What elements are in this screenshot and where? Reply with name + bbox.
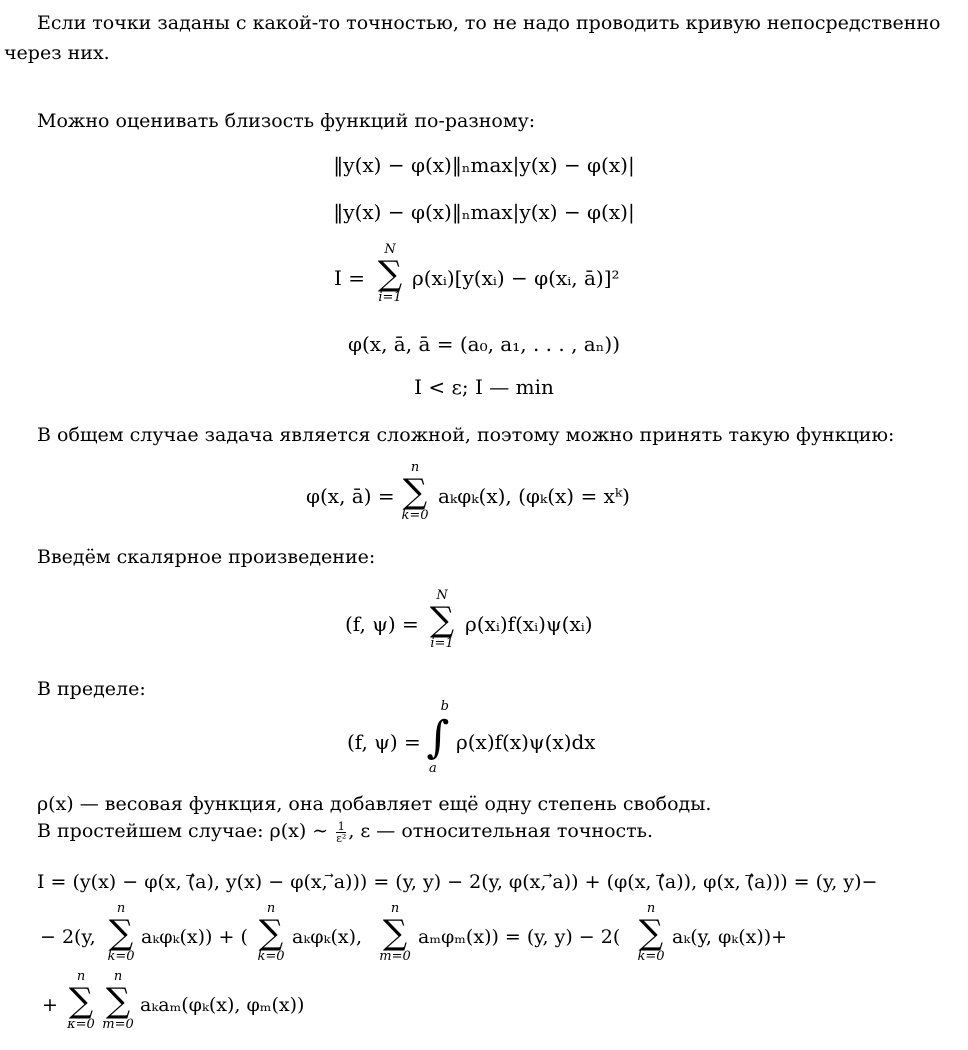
phi-sum-lower-limit: k=0 [401,508,429,523]
sum-upper-limit: n [390,901,400,916]
sigma-icon: ∑ [382,913,408,953]
fraction-numerator: 1 [337,819,345,833]
fraction-denominator: ε² [336,831,347,845]
sum-upper-limit: n [113,969,123,984]
expansion-row-3-a: + [42,994,58,1016]
integral-upper-limit: b [440,699,449,714]
expansion-row-2-a: − 2(y, [40,926,96,948]
norm-formula-2-text: ‖y(x) − φ(x)‖ₙmax|y(x) − φ(x)| [333,200,635,224]
sigma-icon: ∑ [68,981,94,1021]
sigma-icon: ∑ [105,981,131,1021]
paragraph-6-line-2-b: , ε — относительная точность. [348,820,654,842]
expansion-row-2-e: aₖ(y, φₖ(x))+ [672,926,788,948]
paragraph-1-line-2: через них. [4,42,110,64]
phi-sum-sigma [395,461,435,523]
phi-definition [0,332,968,356]
sum-lower-limit: m=0 [102,1017,134,1032]
expansion-row-2-sum-3 [375,902,415,964]
i-formula-sum [370,243,410,305]
sigma-icon: ∑ [638,913,664,953]
sum-upper-limit: n [646,901,656,916]
i-sum-lower-limit: i=1 [378,290,402,305]
norm-formula-1 [0,153,968,177]
sum-upper-limit: n [266,901,276,916]
integral-sign [425,700,451,776]
expansion-row-3-b: aₖaₘ(φₖ(x), φₘ(x)) [140,994,305,1016]
dot-sum-upper-limit: N [436,588,448,603]
sigma-icon: ∑ [108,913,134,953]
phi-sum-upper-limit: n [410,460,420,475]
condition [0,375,968,399]
paragraph-3: В общем случае задача является сложной, поэтому можно принять такую функцию: [37,424,895,446]
sum-upper-limit: n [76,969,86,984]
sigma-icon: ∑ [258,913,284,953]
dot-sum-sigma [422,589,462,651]
fraction [336,821,346,844]
integral-lower-limit: a [429,761,437,776]
expansion-row-1: I = (y(x) − φ(x, (⃗a), y(x) − φ(x, ⃗a))) = (y, y) − 2(y, φ(x, ⃗a)) + (φ(x, (⃗a)), φ(x, (⃗a))) = (y, y)− [37,871,878,893]
integral-icon: ∫ [426,712,450,763]
phi-sum-left: φ(x, ā) = [306,484,395,508]
paragraph-6-line-2-a: В простейшем случае: ρ(x) ∼ [37,820,335,842]
expansion-row-3-sum-2 [98,970,138,1032]
sum-lower-limit: k=0 [107,949,135,964]
sum-upper-limit: n [116,901,126,916]
expansion-row-2-sum-1 [102,902,140,964]
phi-definition-text: φ(x, ā, ā = (a₀, a₁, . . . , aₙ)) [348,332,620,356]
sum-lower-limit: k=0 [257,949,285,964]
i-formula-left: I = [334,266,366,290]
dot-sum-lower-limit: i=1 [430,636,454,651]
sum-lower-limit: m=0 [379,949,411,964]
dot-sum-left: (f, ψ) = [345,612,419,636]
expansion-row-2-sum-4 [632,902,670,964]
expansion-row-2-d: aₘφₘ(x)) = (y, y) − 2( [418,926,621,948]
paragraph-1-line-1: Если точки заданы с какой-то точностью, то не надо проводить кривую непосредственно [37,12,941,34]
sigma-icon: ∑ [429,600,455,640]
sigma-icon: ∑ [377,254,403,294]
paragraph-6-line-2 [37,820,653,844]
phi-sum-right: aₖφₖ(x), (φₖ(x) = xᵏ) [438,484,630,508]
paragraph-5: В пределе: [37,678,146,700]
norm-formula-1-text: ‖y(x) − φ(x)‖ₙmax|y(x) − φ(x)| [333,153,635,177]
paragraph-4: Введём скалярное произведение: [37,546,376,568]
i-formula-right: ρ(xᵢ)[y(xᵢ) − φ(xᵢ, ā)]² [412,266,620,290]
sum-lower-limit: k=0 [637,949,665,964]
integral-left: (f, ψ) = [347,730,421,754]
expansion-row-2-c: aₖφₖ(x), [292,926,363,948]
paragraph-6-line-1: ρ(x) — весовая функция, она добавляет ещё одну степень свободы. [37,793,712,815]
condition-text: I < ε; I — min [414,375,554,399]
dot-sum-right: ρ(xᵢ)f(xᵢ)ψ(xᵢ) [465,612,593,636]
sum-lower-limit: κ=0 [67,1017,95,1032]
integral-right: ρ(x)f(x)ψ(x)dx [456,730,596,754]
norm-formula-2 [0,200,968,224]
expansion-row-2-sum-2 [252,902,290,964]
expansion-row-2-b: aₖφₖ(x)) + ( [141,926,248,948]
paragraph-2: Можно оценивать близость функций по-разному: [37,110,536,132]
sigma-icon: ∑ [402,472,428,512]
expansion-row-3-sum-1 [62,970,100,1032]
i-sum-upper-limit: N [384,242,396,257]
